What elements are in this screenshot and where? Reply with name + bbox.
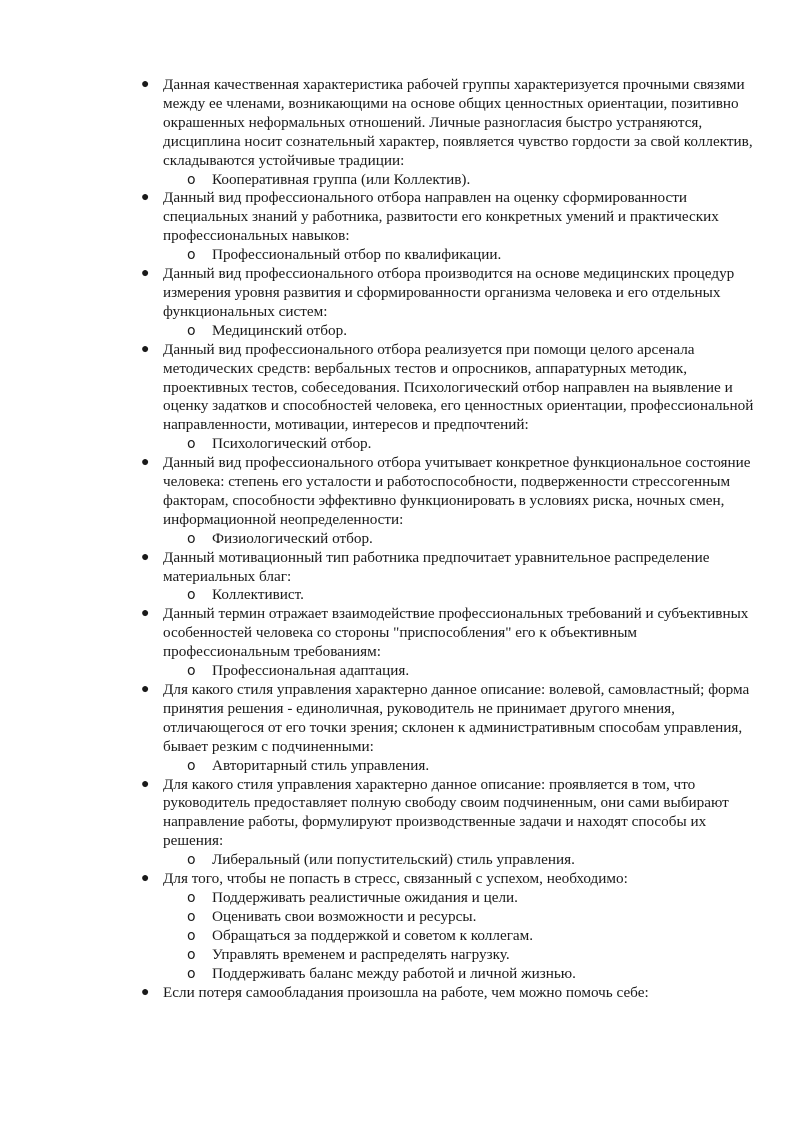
- bullet-icon: ●: [141, 682, 150, 697]
- question-item: [141, 775, 760, 871]
- answer-item: [187, 529, 760, 549]
- question-item: [141, 265, 760, 341]
- question-text: Данный термин отражает взаимодействие профессиональных требований и субъективных особенностей человека со стороны "приспособления" его к объективным профессиональным требованиям:: [163, 605, 749, 661]
- bullet-icon: ●: [141, 776, 150, 792]
- bullet-icon: ●: [141, 549, 150, 565]
- answer-text: Оценивать свои возможности и ресурсы.: [212, 907, 477, 925]
- question-text: Данный вид профессионального отбора учитывает конкретное функциональное состояние человека: степень его усталости и работоспособности, подверженности стрессогенным факторам, способности эффективно функционировать в условиях риска, ночных смен, информационной неопределенности:: [163, 454, 751, 528]
- answer-text: Психологический отбор.: [212, 435, 372, 453]
- question-text: Данная качественная характеристика рабочей группы характеризуется прочными связями между ее членами, возникающими на основе общих ценностных ориентации, позитивно окрашенных неформальных отношений. Личные разногласия быстро устраняются, дисциплина носит сознательный характер, появляется чувство гордости за свой коллектив, складываются устойчивые традиции:: [163, 76, 753, 169]
- answer-list: [163, 586, 760, 605]
- question-text: Данный вид профессионального отбора направлен на оценку сформированности специальных знаний у работника, развитости его конкретных умений и практических профессиональных навыков:: [163, 189, 719, 245]
- question-text: Для какого стиля управления характерно данное описание: волевой, самовластный; форма принятия решения - единоличная, руководитель не принимает другого мнения, отличающегося от его точки зрения; склонен к административным способам управления, бывает резким с подчиненными:: [163, 681, 750, 755]
- circle-bullet-icon: o: [187, 171, 196, 188]
- question-text: Для того, чтобы не попасть в стресс, связанный с успехом, необходимо:: [163, 870, 628, 888]
- answer-item: [187, 907, 760, 927]
- circle-bullet-icon: o: [187, 436, 196, 453]
- bullet-icon: ●: [141, 266, 150, 282]
- answer-item: [187, 945, 760, 965]
- answer-text: Физиологический отбор.: [212, 529, 373, 547]
- question-text: Данный вид профессионального отбора реализуется при помощи целого арсенала методических средств: вербальных тестов и опросников, аппаратурных методик, проективных тестов, собеседования. Психологический отбор направлен на выявление и оценку задатков и способностей человека, его ценностных ориентации, профессиональной направленности, мотивации, интересов и предпочтений:: [163, 340, 754, 434]
- bullet-icon: ●: [141, 455, 150, 471]
- answer-list: [163, 435, 760, 454]
- answer-list: [163, 851, 760, 870]
- circle-bullet-icon: o: [187, 927, 196, 944]
- answer-list: [163, 662, 760, 681]
- answer-text: Обращаться за поддержкой и советом к коллегам.: [212, 926, 534, 944]
- question-item: [141, 454, 760, 549]
- circle-bullet-icon: o: [187, 757, 196, 774]
- question-item: [141, 189, 760, 265]
- answer-item: [187, 851, 760, 870]
- answer-text: Профессиональный отбор по квалификации.: [212, 246, 502, 264]
- circle-bullet-icon: o: [187, 530, 196, 547]
- question-item: [141, 681, 760, 776]
- question-item: [141, 870, 760, 983]
- answer-item: [187, 888, 760, 908]
- answer-text: Авторитарный стиль управления.: [212, 756, 430, 774]
- answer-text: Управлять временем и распределять нагрузку.: [212, 945, 510, 963]
- bullet-icon: ●: [141, 984, 150, 1000]
- answer-item: [187, 756, 760, 776]
- answer-item: [187, 926, 760, 946]
- circle-bullet-icon: o: [187, 663, 196, 680]
- answer-text: Профессиональная адаптация.: [212, 662, 410, 680]
- question-item: [141, 983, 760, 1003]
- answer-list: [163, 246, 760, 265]
- answer-list: [163, 171, 760, 190]
- answer-list: [163, 530, 760, 549]
- question-list: [141, 76, 760, 1002]
- answer-text: Поддерживать реалистичные ожидания и цели.: [212, 888, 518, 906]
- circle-bullet-icon: o: [187, 908, 196, 925]
- answer-item: [187, 586, 760, 605]
- answer-list: [163, 322, 760, 341]
- circle-bullet-icon: o: [187, 247, 196, 264]
- circle-bullet-icon: o: [187, 322, 196, 339]
- question-item: [141, 340, 760, 454]
- circle-bullet-icon: o: [187, 965, 196, 982]
- question-text: Данный вид профессионального отбора производится на основе медицинских процедур измерения уровня развития и сформированности организма человека и его отдельных функциональных систем:: [163, 265, 735, 320]
- answer-item: [187, 246, 760, 265]
- answer-item: [187, 662, 760, 681]
- circle-bullet-icon: o: [187, 946, 196, 963]
- question-item: [141, 76, 760, 189]
- question-text: Если потеря самообладания произошла на работе, чем можно помочь себе:: [163, 983, 649, 1001]
- circle-bullet-icon: o: [187, 889, 196, 906]
- answer-item: [187, 435, 760, 454]
- question-item: [141, 548, 760, 606]
- answer-text: Медицинский отбор.: [212, 321, 347, 339]
- question-text: Для какого стиля управления характерно данное описание: проявляется в том, что руководитель предоставляет полную свободу своим подчиненным, они сами выбирают направление работы, формулируют производственные задачи и находят способы их решения:: [163, 775, 729, 850]
- answer-item: [187, 321, 760, 341]
- answer-text: Коллективист.: [212, 586, 304, 604]
- question-item: [141, 605, 760, 681]
- answer-list: [163, 757, 760, 776]
- circle-bullet-icon: o: [187, 587, 196, 604]
- question-text: Данный мотивационный тип работника предпочитает уравнительное распределение материальных благ:: [163, 548, 710, 585]
- answer-item: [187, 964, 760, 984]
- answer-text: Либеральный (или попустительский) стиль управления.: [212, 851, 575, 869]
- bullet-icon: ●: [141, 341, 150, 357]
- answer-text: Кооперативная группа (или Коллектив).: [212, 170, 471, 188]
- bullet-icon: ●: [141, 77, 150, 92]
- answer-list: [163, 889, 760, 984]
- bullet-icon: ●: [141, 190, 150, 206]
- bullet-icon: ●: [141, 606, 150, 622]
- answer-text: Поддерживать баланс между работой и личной жизнью.: [212, 964, 576, 982]
- bullet-icon: ●: [141, 871, 150, 887]
- circle-bullet-icon: o: [187, 852, 196, 869]
- answer-item: [187, 170, 760, 190]
